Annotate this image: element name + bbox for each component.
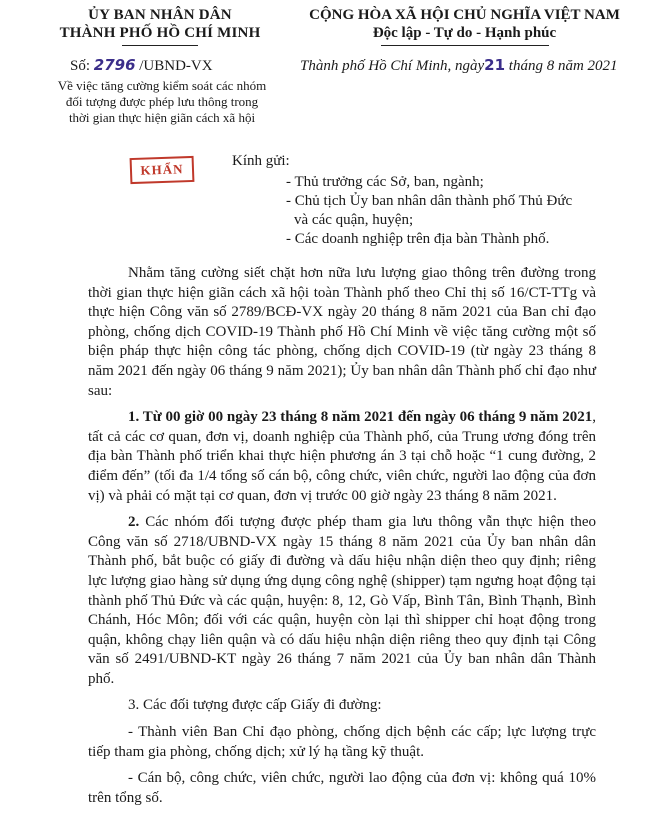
- recipient-item: - Chủ tịch Ủy ban nhân dân thành phố Thủ Đức: [286, 193, 573, 209]
- section-3-heading: 3. Các đối tượng được cấp Giấy đi đường:: [128, 697, 382, 714]
- section-2-paragraph: [88, 513, 596, 689]
- republic-name: CỘNG HÒA XÃ HỘI CHỦ NGHĨA VIỆT NAM: [309, 7, 620, 23]
- issue-date: [300, 56, 618, 75]
- date-day-handwritten: 21: [484, 56, 506, 74]
- issuing-authority: [40, 6, 280, 46]
- org-name-line2: THÀNH PHỐ HỒ CHÍ MINH: [59, 25, 261, 41]
- date-suffix: tháng 8 năm 2021: [505, 58, 618, 74]
- date-prefix: Thành phố Hồ Chí Minh, ngày: [300, 58, 485, 74]
- urgent-stamp: KHẨN: [130, 156, 195, 184]
- doc-number-handwritten: 2796: [93, 56, 136, 74]
- national-motto: Độc lập - Tự do - Hạnh phúc: [372, 25, 557, 41]
- section-1-paragraph: [88, 408, 596, 506]
- org-name-line1: ỦY BAN NHÂN DÂN: [88, 7, 232, 23]
- national-title: [282, 6, 647, 46]
- doc-number-prefix: Số:: [70, 58, 94, 74]
- salutation: Kính gửi:: [232, 153, 290, 169]
- section-3-item: - Thành viên Ban Chỉ đạo phòng, chống dịch bệnh các cấp; lực lượng trực tiếp tham gia phòng, chống dịch; xử lý hạ tầng kỹ thuật.: [88, 724, 596, 760]
- document-body: [88, 264, 596, 815]
- section-2-number: 2.: [128, 514, 140, 531]
- recipient-item-continuation: và các quận, huyện;: [294, 212, 414, 228]
- header-rule-left: [122, 45, 198, 46]
- recipient-item: - Các doanh nghiệp trên địa bàn Thành phố.: [286, 231, 550, 247]
- intro-paragraph: Nhằm tăng cường siết chặt hơn nữa lưu lượng giao thông trên đường trong thời gian thực hiện giãn cách xã hội toàn Thành phố theo Chỉ thị số 16/CT-TTg và thực hiện Công văn số 2789/BCĐ-VX ngày 20 tháng 8 năm 2021 của Ban chỉ đạo phòng, chống dịch COVID-19 Thành phố Hồ Chí Minh về việc tăng cường một số biện pháp thực hiện công tác phòng, chống dịch COVID-19 (từ ngày 23 tháng 8 năm 2021 đến ngày 06 tháng 9 năm 2021); Ủy ban nhân dân Thành phố chỉ đạo như sau:: [88, 265, 596, 399]
- doc-number-suffix: /UBND-VX: [135, 58, 213, 74]
- section-2-text: Các nhóm đối tượng được phép tham gia lưu thông vẫn thực hiện theo Công văn số 2718/UBND-VX ngày 15 tháng 8 năm 2021 của Ủy ban nhân dân Thành phố, bắt buộc có giấy đi đường và dấu hiệu nhận diện theo quy định; riêng lực lượng giao hàng sử dụng ứng dụng công nghệ (shipper) tạm ngưng hoạt động tại thành phố Thủ Đức và các quận, huyện: 8, 12, Gò Vấp, Bình Tân, Bình Thạnh, Bình Chánh, Hóc Môn; đối với các quận, huyện còn lại thì shipper chỉ hoạt động trong quận, không chạy liên quận và có dấu hiệu nhận diện riêng theo quy định tại Công văn số 2491/UBND-KT ngày 26 tháng 7 năm 2021 của Ủy ban nhân dân Thành phố.: [88, 514, 596, 687]
- section-1-heading: 1. Từ 00 giờ 00 ngày 23 tháng 8 năm 2021 đến ngày 06 tháng 9 năm 2021: [128, 409, 593, 426]
- section-3-item: - Cán bộ, công chức, viên chức, người lao động của đơn vị: không quá 10% trên tổng số.: [88, 770, 596, 806]
- document-subject: Về việc tăng cường kiểm soát các nhóm đối tượng được phép lưu thông trong thời gian thực hiện giãn cách xã hội: [57, 78, 267, 125]
- recipient-list: [286, 173, 572, 249]
- document-number: [70, 56, 213, 75]
- header-rule-right: [381, 45, 549, 46]
- recipient-item: - Thủ trưởng các Sở, ban, ngành;: [286, 174, 484, 190]
- section-1-text: , tất cả các cơ quan, đơn vị, doanh nghiệp của Thành phố, của Trung ương đóng trên địa bàn Thành phố triển khai thực hiện phương án 3 tại chỗ hoặc “1 cung đường, 2 điểm đến” (tối đa 1/4 tổng số cán bộ, công chức, viên chức, người lao động của đơn vị) và phải có mặt tại cơ quan, đơn vị trước 00 giờ ngày 23 tháng 8 năm 2021.: [88, 409, 596, 504]
